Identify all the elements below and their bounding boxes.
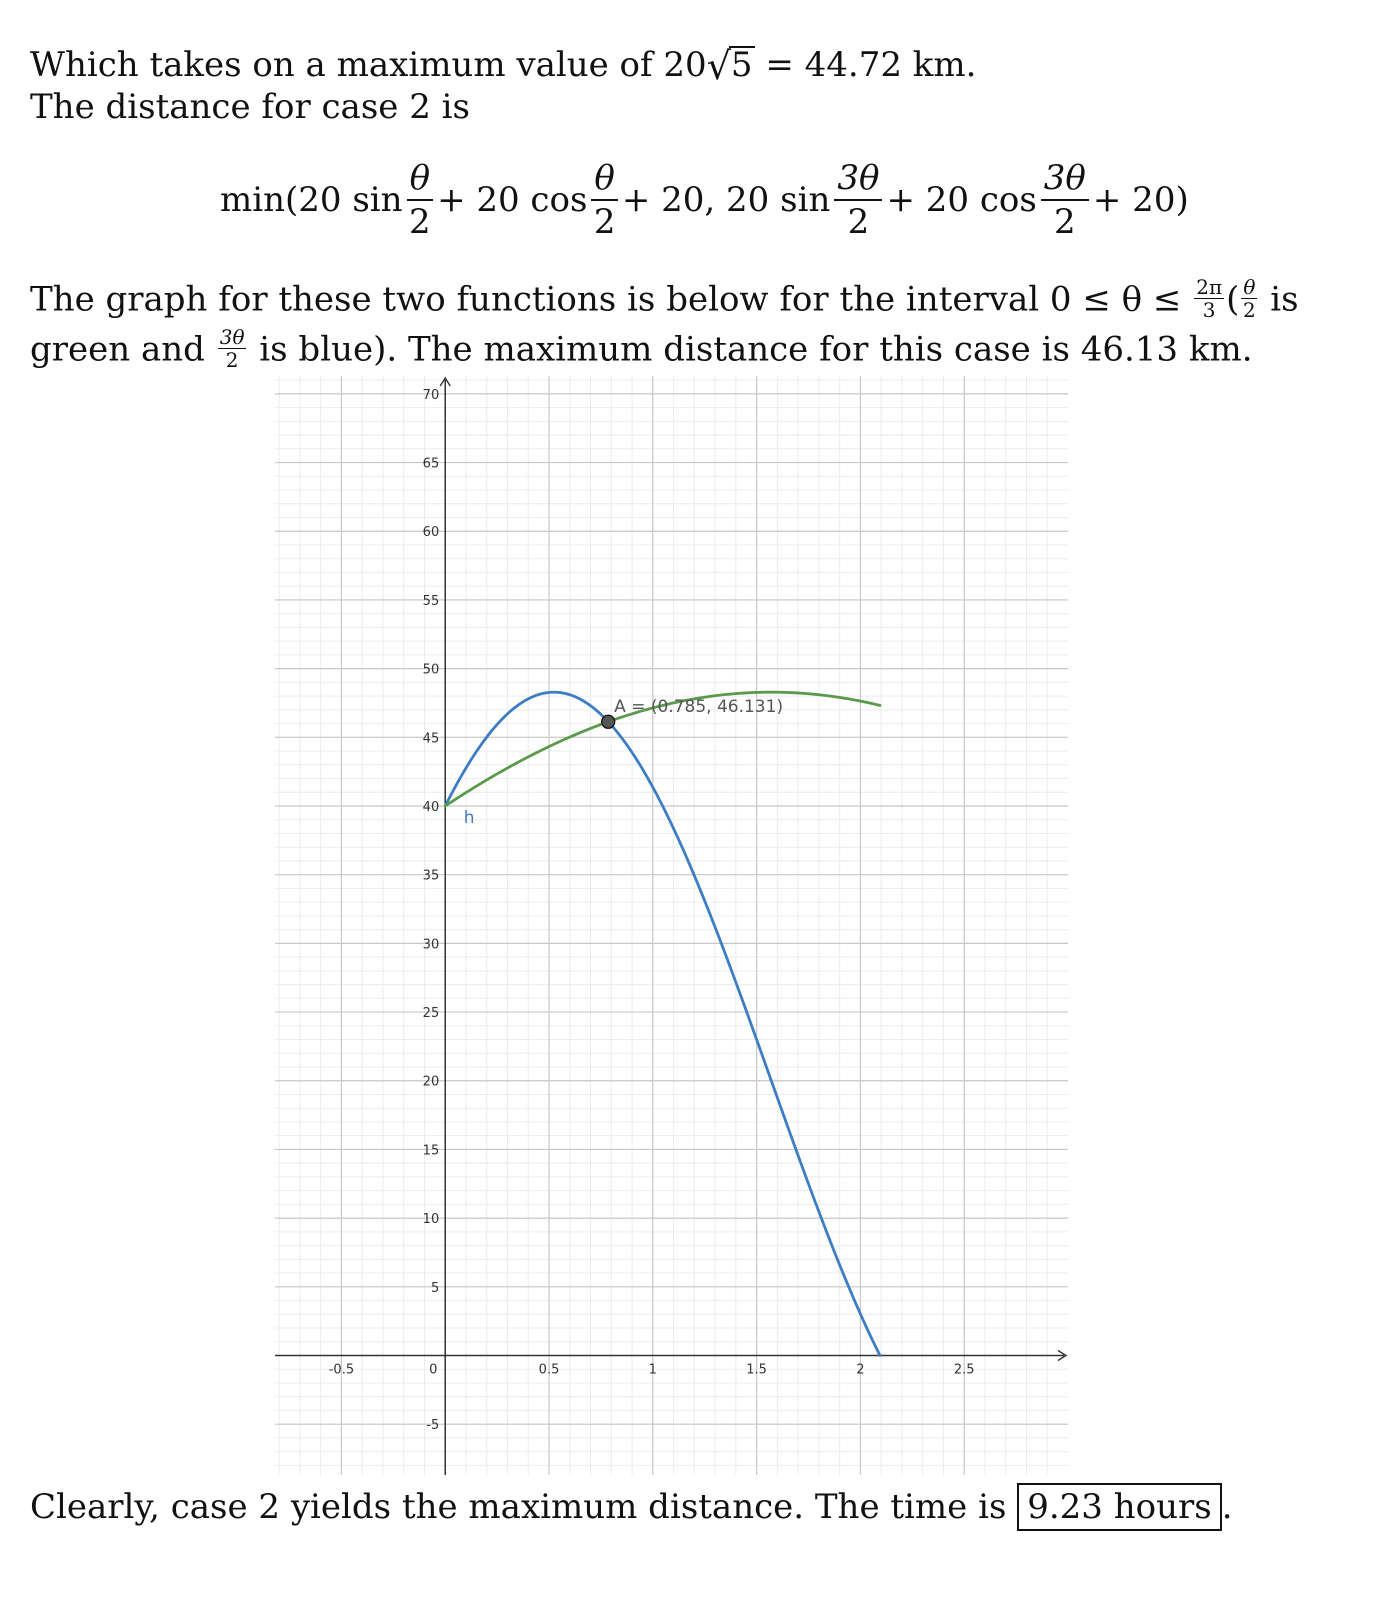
fraction-theta-over-2 — [591, 158, 617, 242]
frac-den: 3 — [1202, 298, 1216, 322]
frac-den: 2 — [847, 202, 870, 242]
frac-den: 2 — [225, 348, 239, 372]
x-axis-arrow — [1058, 1350, 1066, 1360]
fraction-3theta-over-2-small — [218, 327, 247, 370]
formula-suffix: + 20) — [1092, 180, 1189, 220]
tick-labels — [329, 388, 975, 1433]
y-tick-label: 50 — [422, 662, 440, 678]
intro-line-2: The distance for case 2 is — [30, 87, 470, 127]
x-tick-label: -0.5 — [328, 1362, 355, 1378]
frac-num: θ — [407, 161, 433, 201]
radical-sign: √ — [706, 44, 731, 88]
frac-num: 2π — [1196, 275, 1223, 299]
intro-line-1 — [30, 44, 977, 88]
x-tick-label: 1.5 — [746, 1362, 767, 1378]
intro-line-1-suffix: = 44.72 km. — [754, 45, 977, 85]
paragraph-line-1-text: The graph for these two functions is below for the interval 0 ≤ θ ≤ — [30, 279, 1182, 320]
radicand: 5 — [730, 45, 753, 85]
formula-min: min(20 sin — [220, 180, 403, 220]
paragraph-line-2-rest: is blue). The maximum distance for this case is 46.13 km. — [259, 329, 1253, 370]
frac-num: θ — [1243, 275, 1256, 299]
major-grid — [275, 376, 1068, 1475]
x-tick-label: 2 — [856, 1362, 865, 1378]
formula-term2: + 20 cos — [437, 180, 588, 220]
y-tick-label: -5 — [426, 1418, 440, 1434]
frac-den: 2 — [1243, 298, 1256, 322]
y-tick-label: 40 — [422, 799, 440, 815]
paragraph-line-2 — [30, 325, 1253, 373]
paragraph-line-1 — [30, 275, 1299, 323]
paragraph-line-1-end: is — [1270, 279, 1299, 320]
y-tick-label: 10 — [422, 1212, 440, 1228]
curves — [445, 692, 880, 1355]
y-tick-label: 5 — [430, 1280, 440, 1296]
y-tick-label: 30 — [422, 937, 440, 953]
fraction-3theta-over-2 — [1041, 158, 1089, 242]
y-tick-label: 55 — [422, 593, 440, 609]
frac-den: 2 — [593, 202, 616, 242]
intro-line-1-prefix: Which takes on a maximum value of 20 — [30, 45, 707, 85]
x-tick-label: 2.5 — [953, 1362, 975, 1378]
intersection-point — [602, 715, 615, 728]
axes — [275, 378, 1066, 1475]
y-tick-label: 65 — [422, 456, 440, 472]
fraction-3theta-over-2 — [834, 158, 882, 242]
open-paren: ( — [1226, 279, 1240, 320]
conclusion-line — [30, 1487, 1233, 1527]
frac-den: 2 — [1054, 202, 1076, 242]
minor-grid — [275, 376, 1068, 1475]
conclusion-end: . — [1221, 1487, 1233, 1527]
point-marks — [464, 697, 783, 828]
curve-label: h — [463, 807, 475, 828]
conclusion-text: Clearly, case 2 yields the maximum distance. The time is — [30, 1487, 1007, 1527]
fraction-2pi-over-3 — [1194, 277, 1224, 320]
fraction-theta-over-2 — [407, 158, 433, 242]
frac-num: θ — [591, 161, 617, 201]
x-tick-label: 0.5 — [538, 1362, 560, 1378]
y-tick-label: 35 — [422, 868, 440, 884]
x-tick-label: 0 — [429, 1362, 438, 1378]
fraction-theta-over-2-small — [1241, 277, 1257, 320]
green-curve — [445, 692, 880, 806]
formula-term3: + 20, 20 sin — [621, 180, 831, 220]
x-tick-label: 1 — [648, 1362, 657, 1378]
display-formula — [220, 150, 1189, 250]
blue-curve — [445, 692, 880, 1355]
y-tick-label: 15 — [422, 1143, 440, 1159]
y-axis-arrow — [440, 378, 450, 386]
y-tick-label: 25 — [422, 1006, 440, 1022]
y-tick-label: 20 — [422, 1074, 440, 1090]
formula-term4: + 20 cos — [886, 180, 1037, 220]
frac-num: 3θ — [1041, 161, 1089, 201]
frac-num: 3θ — [219, 325, 245, 349]
y-tick-label: 70 — [422, 387, 440, 403]
y-tick-label: 60 — [422, 525, 440, 541]
answer-box: 9.23 hours — [1017, 1483, 1221, 1531]
frac-den: 2 — [409, 202, 431, 242]
frac-num: 3θ — [834, 161, 882, 201]
paragraph-line-2-start: green and — [30, 329, 205, 370]
point-label: A = (0.785, 46.131) — [614, 696, 784, 717]
y-tick-label: 45 — [422, 731, 440, 747]
